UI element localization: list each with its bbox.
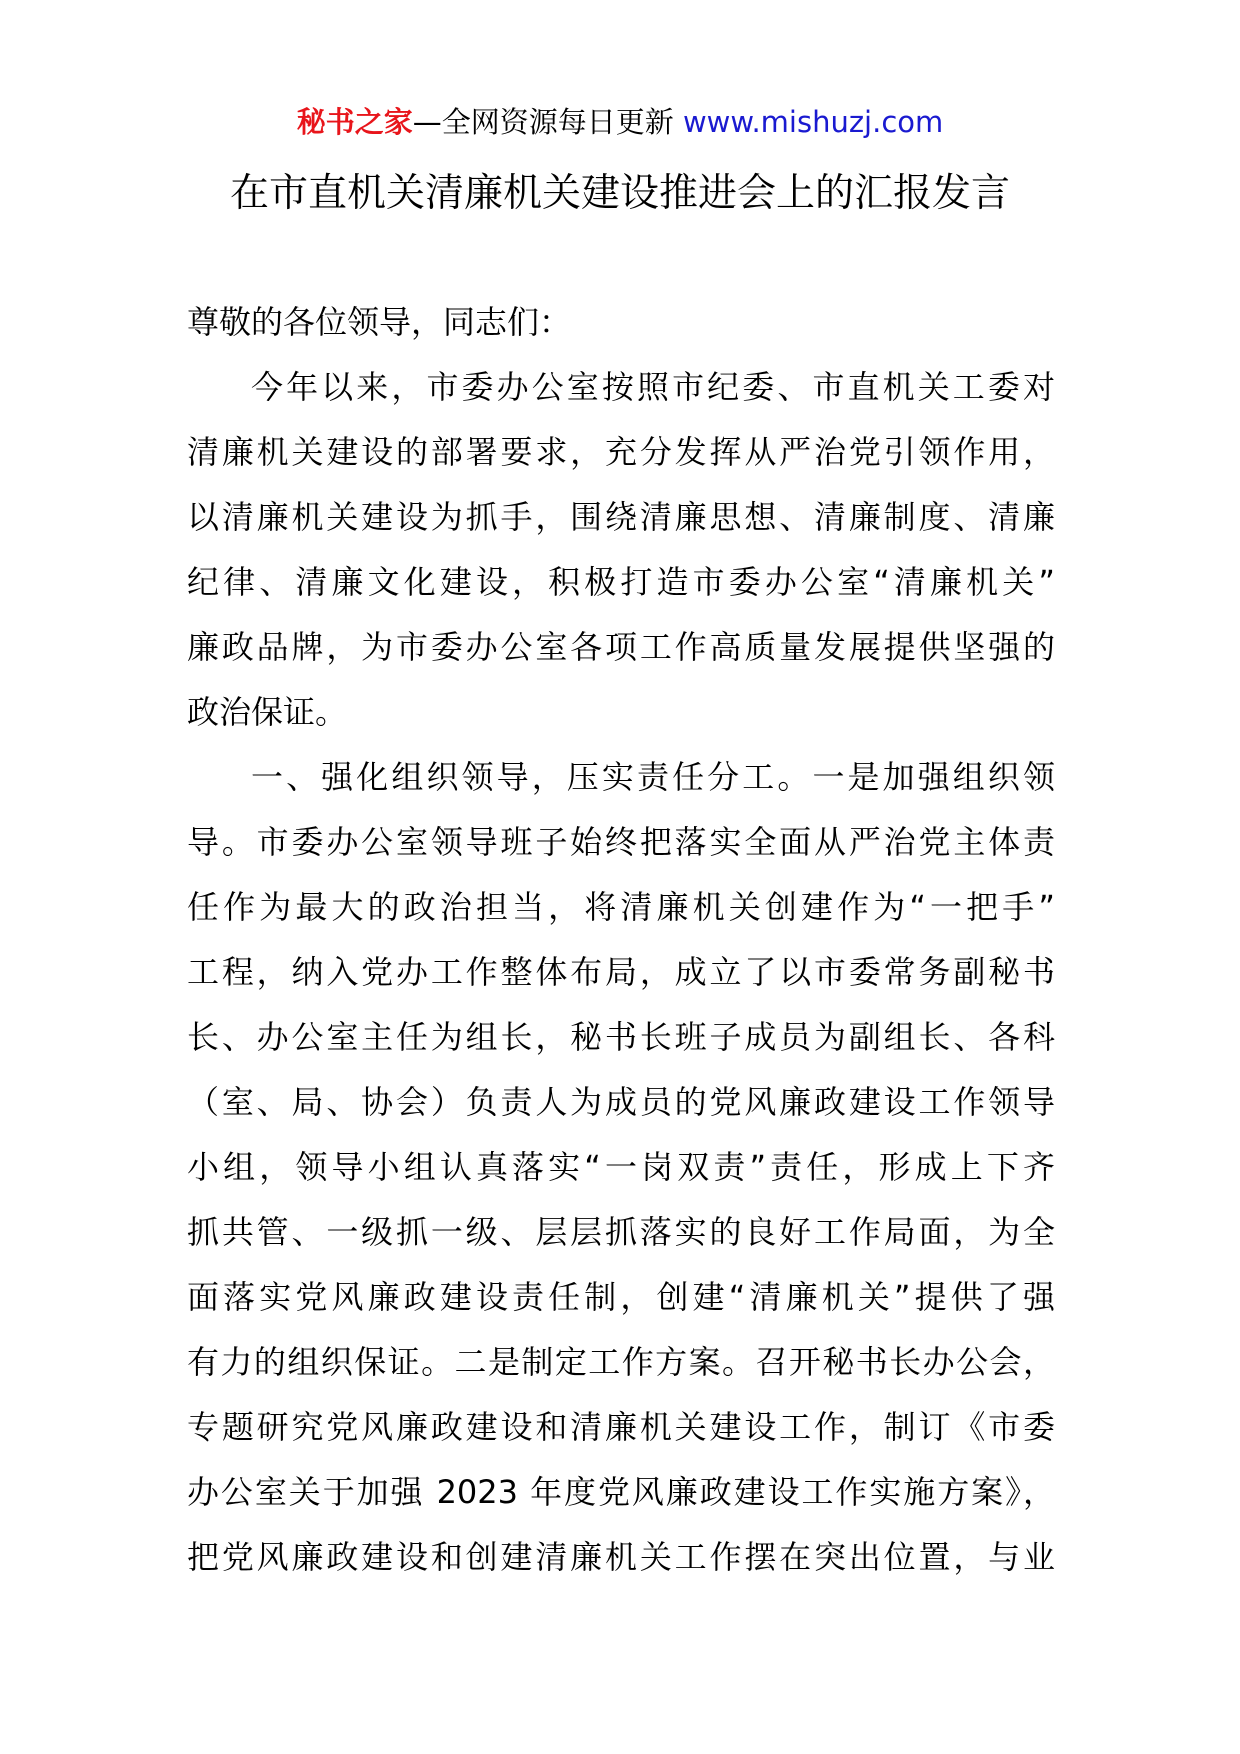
document-title: 在市直机关清廉机关建设推进会上的汇报发言 xyxy=(229,171,1010,216)
body-line: 清廉机关建设的部署要求，充分发挥从严治党引领作用， xyxy=(187,433,1055,471)
body-line: 办公室关于加强 2023 年度党风廉政建设工作实施方案》， xyxy=(187,1473,1055,1511)
document-body xyxy=(187,290,1055,1590)
body-line: 纪律、清廉文化建设，积极打造市委办公室“清廉机关” xyxy=(187,563,1055,601)
brand-name: 秘书之家 xyxy=(296,105,413,139)
body-line: 任作为最大的政治担当，将清廉机关创建作为“一把手” xyxy=(187,888,1055,926)
site-header xyxy=(0,100,1240,144)
body-line: （室、局、协会）负责人为成员的党风廉政建设工作领导 xyxy=(187,1083,1055,1121)
body-line: 廉政品牌，为市委办公室各项工作高质量发展提供坚强的 xyxy=(187,628,1055,666)
body-line: 面落实党风廉政建设责任制，创建“清廉机关”提供了强 xyxy=(187,1278,1055,1316)
body-line: 把党风廉政建设和创建清廉机关工作摆在突出位置，与业 xyxy=(187,1538,1055,1576)
greeting: 尊敬的各位领导，同志们： xyxy=(187,303,572,341)
body-line: 今年以来，市委办公室按照市纪委、市直机关工委对 xyxy=(251,368,1055,406)
body-line: 导。市委办公室领导班子始终把落实全面从严治党主体责 xyxy=(187,823,1055,861)
body-line: 抓共管、一级抓一级、层层抓落实的良好工作局面，为全 xyxy=(187,1213,1055,1251)
body-line: 政治保证。 xyxy=(187,693,348,731)
body-line: 以清廉机关建设为抓手，围绕清廉思想、清廉制度、清廉 xyxy=(187,498,1055,536)
body-line: 专题研究党风廉政建设和清廉机关建设工作，制订《市委 xyxy=(187,1408,1055,1446)
body-line: 长、办公室主任为组长，秘书长班子成员为副组长、各科 xyxy=(187,1018,1055,1056)
body-line: 小组，领导小组认真落实“一岗双责”责任，形成上下齐 xyxy=(187,1148,1055,1186)
body-line: 工程，纳入党办工作整体布局，成立了以市委常务副秘书 xyxy=(187,953,1055,991)
brand-slogan: —全网资源每日更新 xyxy=(412,105,683,139)
body-line: 有力的组织保证。二是制定工作方案。召开秘书长办公会， xyxy=(187,1343,1055,1381)
site-url: www.mishuzj.com xyxy=(682,105,944,139)
section-heading-line: 一、强化组织领导，压实责任分工。一是加强组织领 xyxy=(251,758,1055,796)
